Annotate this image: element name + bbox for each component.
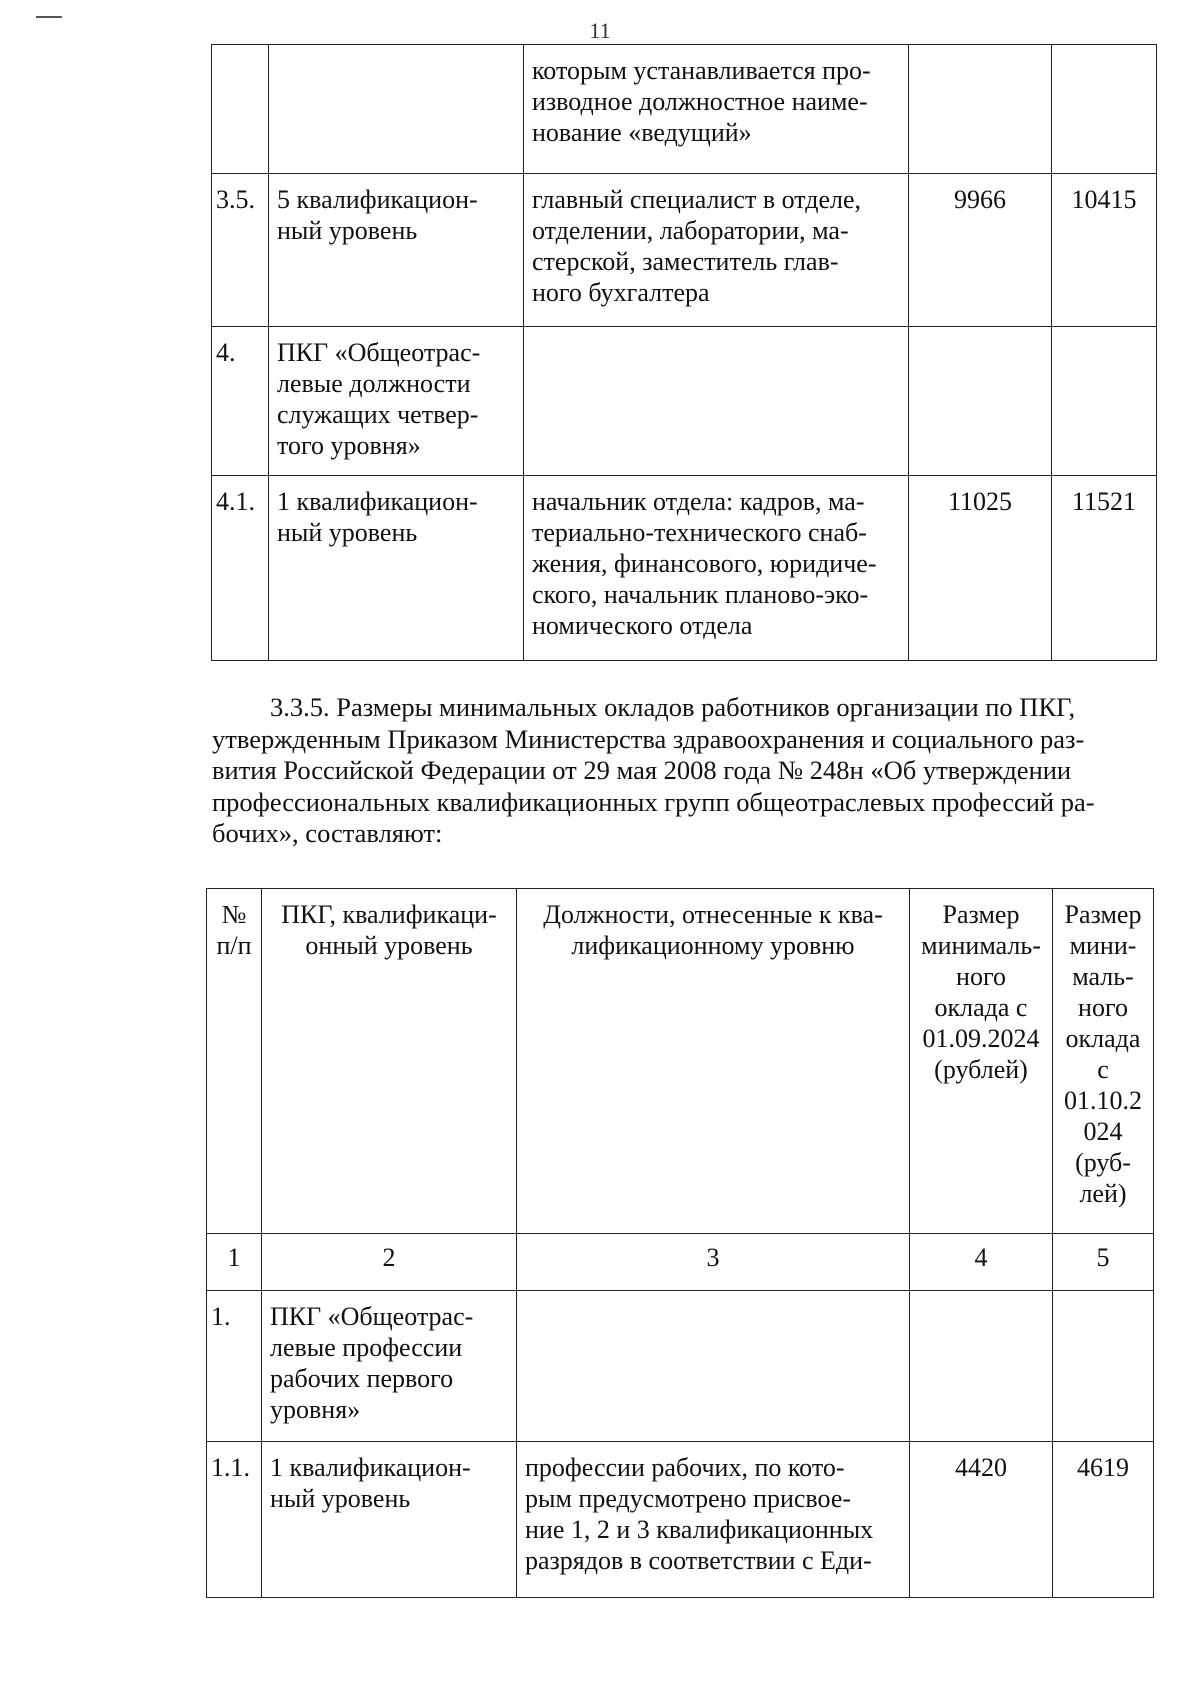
table-row (207, 1291, 1154, 1442)
header-positions: Должности, отнесенные к ква- лификационному уровню (517, 889, 910, 1234)
salary-from-2024-10-01: 11521 (1052, 476, 1157, 661)
positions-cell: начальник отдела: кадров, ма- териально-технического снаб- жения, финансового, юридиче- ского, начальник планово-эко- номического отдела (524, 476, 909, 661)
salary-from-2024-09-01 (910, 1291, 1053, 1442)
table-row (212, 45, 1157, 174)
table-row (212, 174, 1157, 327)
salary-from-2024-10-01 (1052, 45, 1157, 174)
salary-from-2024-09-01: 9966 (909, 174, 1052, 327)
header-number: № п/п (207, 889, 262, 1234)
row-number: 4. (212, 327, 269, 476)
table-row (212, 476, 1157, 661)
salary-from-2024-09-01 (909, 327, 1052, 476)
salary-from-2024-10-01 (1052, 327, 1157, 476)
qualification-group: ПКГ «Общеотрас- левые профессии рабочих первого уровня» (262, 1291, 517, 1442)
row-number: 4.1. (212, 476, 269, 661)
positions-cell (524, 327, 909, 476)
table-row (212, 327, 1157, 476)
row-number (212, 45, 269, 174)
column-number: 2 (262, 1234, 517, 1291)
worker-salary-table (206, 888, 1154, 1598)
positions-cell (517, 1291, 910, 1442)
qualification-level: 1 квалификацион- ный уровень (262, 1442, 517, 1598)
table-header-row (207, 889, 1154, 1234)
paragraph-line: 3.3.5. Размеры минимальных окладов работников организации по ПКГ, (270, 692, 1076, 722)
salary-from-2024-09-01 (909, 45, 1052, 174)
paragraph-line: утвержденным Приказом Министерства здравоохранения и социального раз- (212, 723, 1085, 754)
positions-cell: главный специалист в отделе, отделении, лаборатории, ма- стерской, заместитель глав- ного бухгалтера (524, 174, 909, 327)
column-number-row (207, 1234, 1154, 1291)
paragraph-line: бочих», составляют: (212, 818, 443, 848)
qualification-level (269, 45, 524, 174)
salary-table-continued (211, 44, 1157, 661)
salary-from-2024-09-01: 11025 (909, 476, 1052, 661)
table-row (207, 1442, 1154, 1598)
positions-cell: профессии рабочих, по кото- рым предусмотрено присвое- ние 1, 2 и 3 квалификационных разрядов в соответствии с Еди- (517, 1442, 910, 1598)
column-number: 1 (207, 1234, 262, 1291)
row-number: 3.5. (212, 174, 269, 327)
paragraph-line: профессиональных квалификационных групп общеотраслевых профессий ра- (212, 786, 1095, 817)
row-number: 1.1. (207, 1442, 262, 1598)
header-salary-2024-10-01: Размер мини- маль- ного оклада с 01.10.2 024 (руб- лей) (1053, 889, 1154, 1234)
qualification-level: 5 квалификацион- ный уровень (269, 174, 524, 327)
positions-cell: которым устанавливается про- изводное должностное наиме- нование «ведущий» (524, 45, 909, 174)
header-salary-2024-09-01: Размер минималь- ного оклада с 01.09.2024 (рублей) (910, 889, 1053, 1234)
qualification-group: ПКГ «Общеотрас- левые должности служащих четвер- того уровня» (269, 327, 524, 476)
column-number: 4 (910, 1234, 1053, 1291)
row-number: 1. (207, 1291, 262, 1442)
paragraph-line: вития Российской Федерации от 29 мая 2008 года № 248н «Об утверждении (212, 755, 1072, 785)
column-number: 5 (1053, 1234, 1154, 1291)
salary-from-2024-10-01 (1053, 1291, 1154, 1442)
salary-from-2024-10-01: 4619 (1053, 1442, 1154, 1598)
qualification-level: 1 квалификацион- ный уровень (269, 476, 524, 661)
column-number: 3 (517, 1234, 910, 1291)
paragraph-3-3-5 (212, 692, 1156, 850)
header-qualification-level: ПКГ, квалификаци- онный уровень (262, 889, 517, 1234)
salary-from-2024-09-01: 4420 (910, 1442, 1053, 1598)
salary-from-2024-10-01: 10415 (1052, 174, 1157, 327)
page-number: 11 (589, 18, 611, 43)
